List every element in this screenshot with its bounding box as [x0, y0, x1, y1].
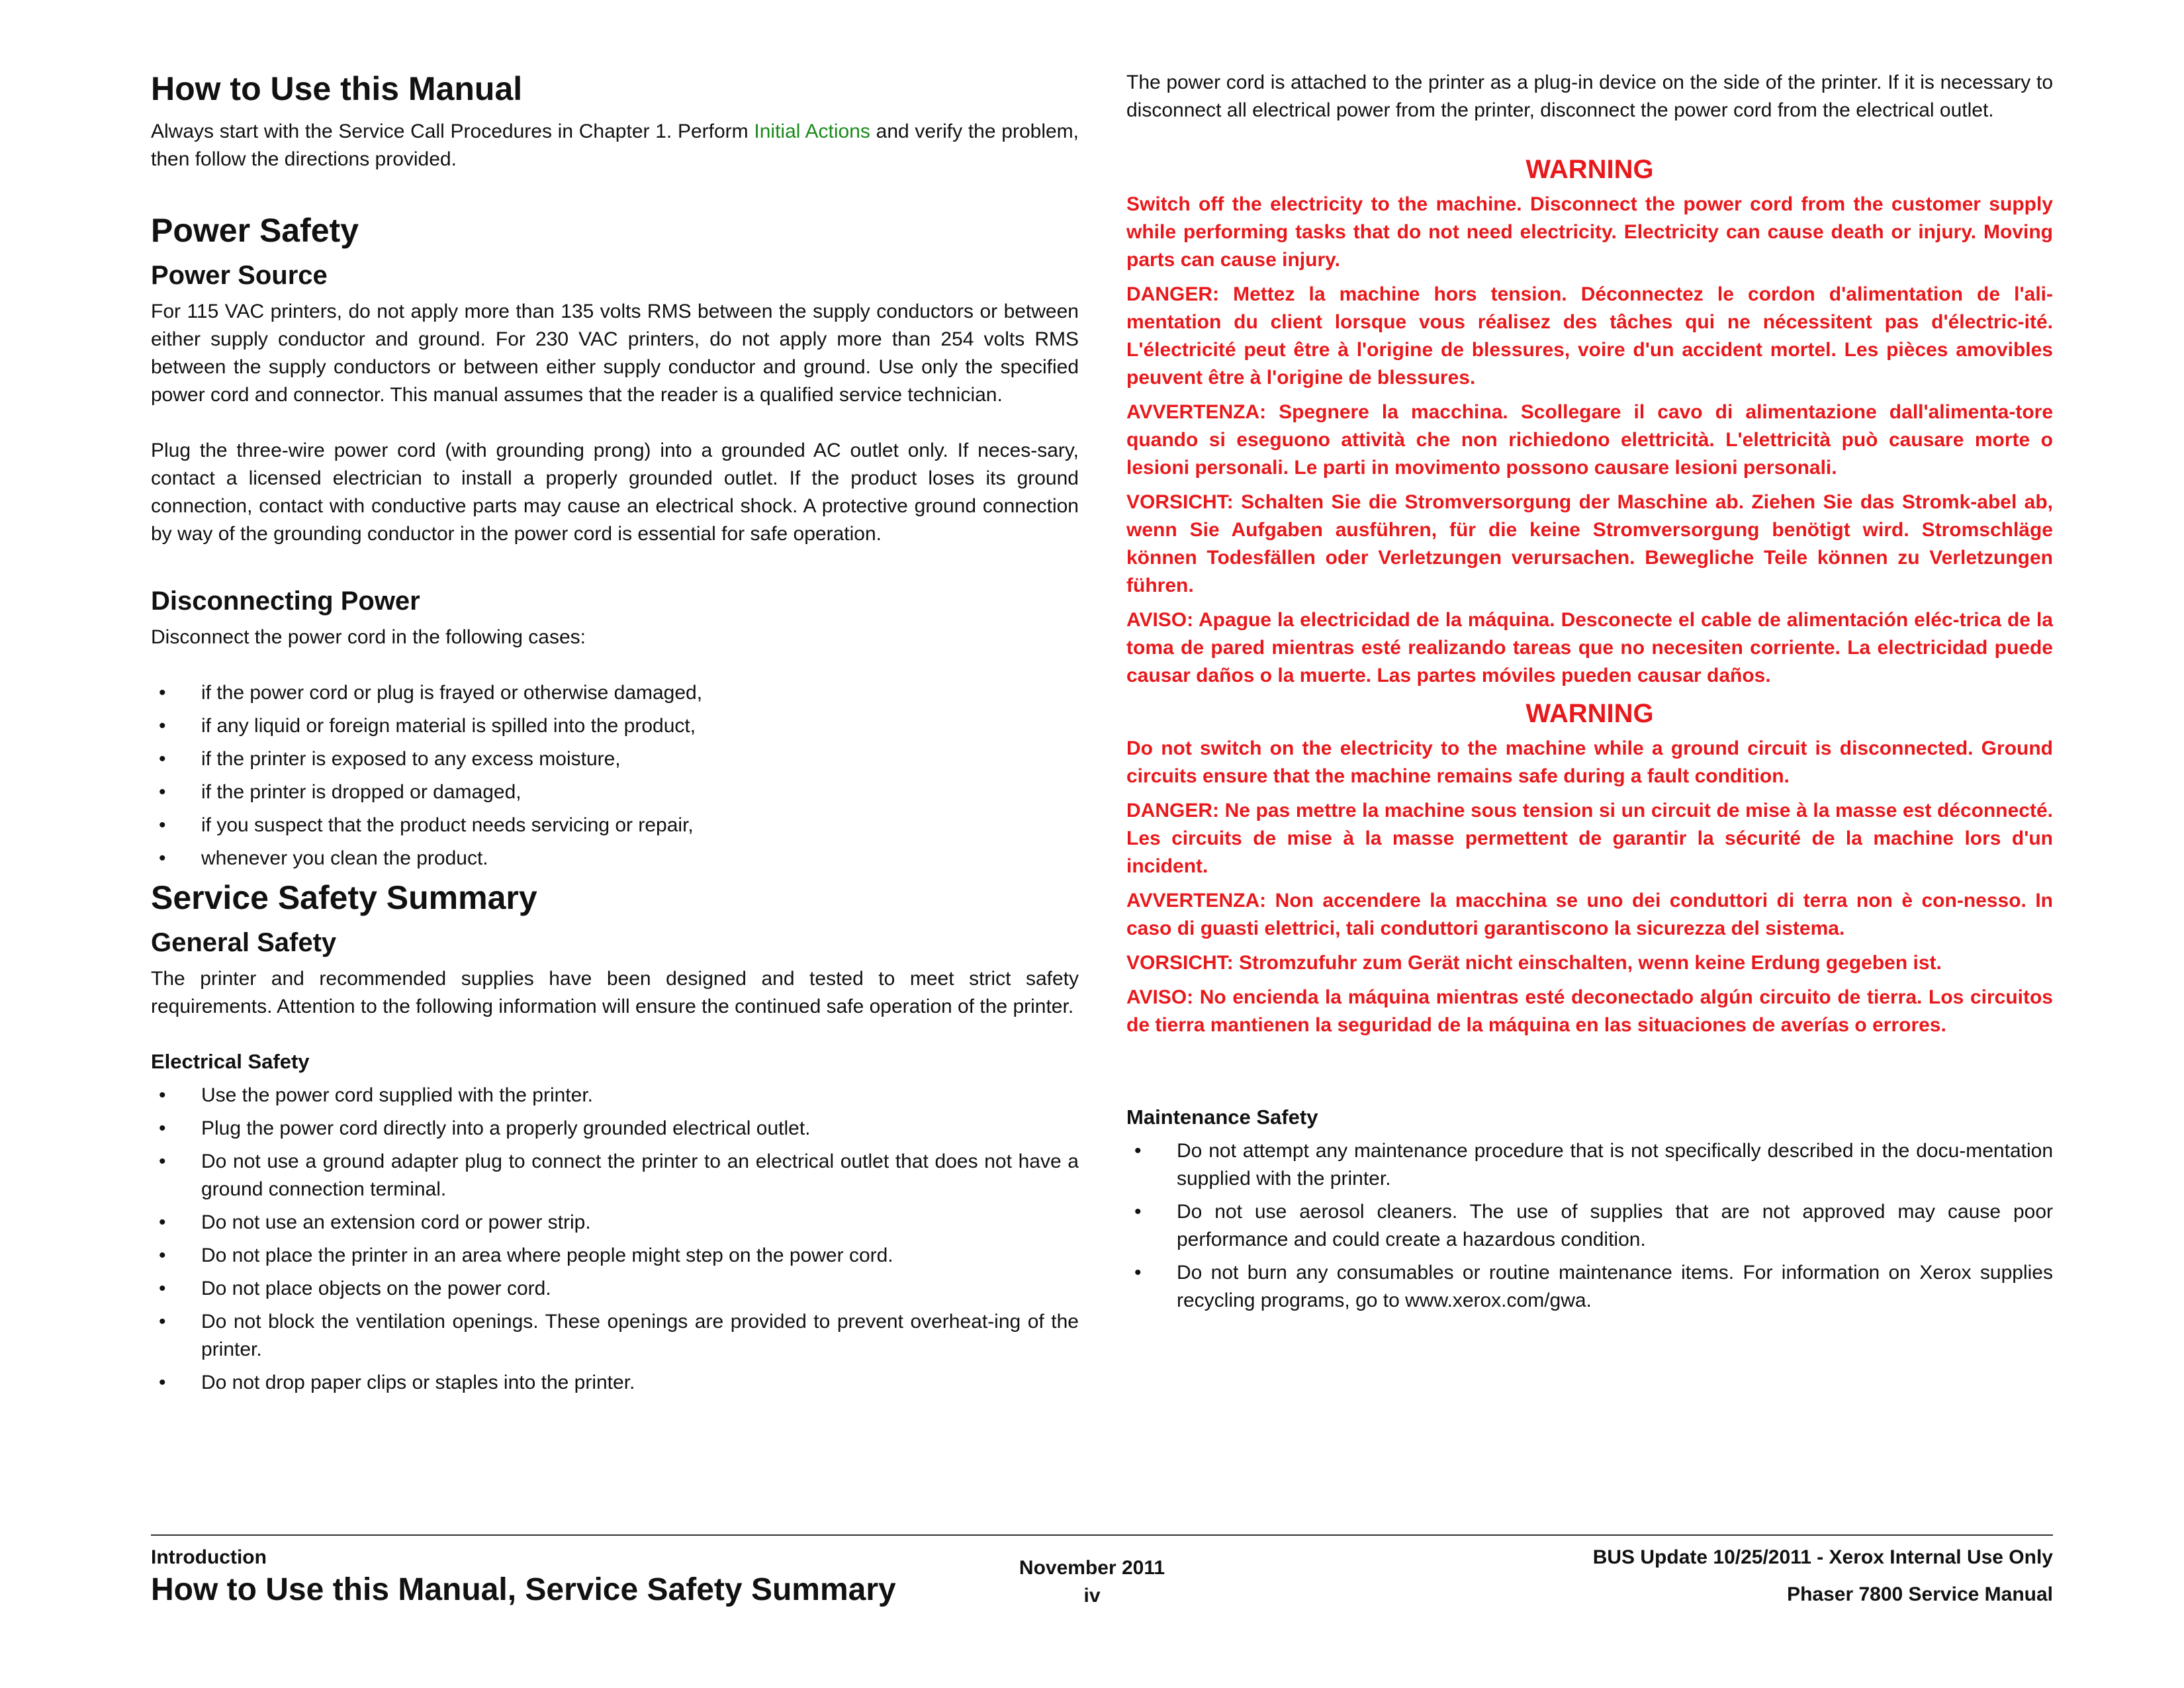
- footer-section: Introduction: [151, 1546, 267, 1568]
- power-safety-heading: Power Safety: [151, 212, 359, 249]
- list-item: • if the power cord or plug is frayed or otherwise damaged,: [159, 682, 703, 704]
- maintenance-safety-list: [1126, 1137, 2053, 1315]
- disconnect-list: [151, 679, 1079, 872]
- warning-2-german: VORSICHT: Stromzufuhr zum Gerät nicht einschalten, wenn keine Erdung gegeben ist.: [1126, 952, 1942, 974]
- electrical-safety-heading: Electrical Safety: [151, 1050, 310, 1073]
- list-item: • Do not block the ventilation openings. These openings are provided to prevent overheat-ing of the printer.: [159, 1311, 1079, 1361]
- right-column: [1126, 69, 2053, 1320]
- list-item: • Do not drop paper clips or staples into the printer.: [159, 1372, 635, 1394]
- list-item: • Do not place objects on the power cord.: [159, 1278, 551, 1300]
- list-item: • Plug the power cord directly into a properly grounded electrical outlet.: [159, 1117, 811, 1140]
- warning-title-2: WARNING: [1525, 699, 1654, 728]
- list-item: • Do not use a ground adapter plug to connect the printer to an electrical outlet that does not have a ground connection terminal.: [159, 1150, 1079, 1201]
- footer-date: November 2011: [1019, 1557, 1165, 1579]
- warning-1-french: DANGER: Mettez la machine hors tension. Déconnectez le cordon d'alimentation de l'ali-mentation du client lorsque vous réalisez des tâches qui ne nécessitent pas d'électric-ité. L'électricité peut être à l'origine de blessures, voire d'un accident mortel. Les pièces amovibles peuvent être à l'origine de blessures.: [1126, 283, 2053, 389]
- list-item: • Do not burn any consumables or routine maintenance items. For information on Xerox supplies recycling programs, go to www.xerox.com/gwa.: [1134, 1262, 2053, 1312]
- general-safety-heading: General Safety: [151, 928, 337, 957]
- disconnecting-intro: Disconnect the power cord in the following cases:: [151, 626, 586, 648]
- list-item: • if you suspect that the product needs servicing or repair,: [159, 814, 694, 836]
- list-item: • if any liquid or foreign material is spilled into the product,: [159, 715, 696, 737]
- power-source-heading: Power Source: [151, 261, 328, 290]
- power-source-paragraph-1: For 115 VAC printers, do not apply more than 135 volts RMS between the supply conductors or between either supply conductor and ground. For 230 VAC printers, do not apply more than 254 volts RMS between the supply conductors or between either supply conductor and ground. Use only the specified power cord and connector. This manual assumes that the reader is a qualified service technician.: [151, 301, 1079, 406]
- service-safety-heading: Service Safety Summary: [151, 879, 537, 916]
- left-column: [151, 69, 1079, 1402]
- footer-divider: [151, 1534, 2053, 1536]
- list-item: • Do not use an extension cord or power strip.: [159, 1211, 591, 1234]
- footer-manual: Phaser 7800 Service Manual: [1787, 1583, 2053, 1605]
- how-to-use-text: Always start with the Service Call Procedures in Chapter 1. Perform Initial Actions and verify the problem, then follow the directions provided.: [151, 120, 1079, 170]
- list-item: • Do not place the printer in an area where people might step on the power cord.: [159, 1244, 893, 1267]
- power-source-paragraph-2: Plug the three-wire power cord (with grounding prong) into a grounded AC outlet only. If neces-sary, contact a licensed electrician to install a properly grounded outlet. If the product loses its ground connection, contact with conductive parts may cause an electrical shock. A protective ground connection by way of the grounding conductor in the power cord is essential for safe operation.: [151, 440, 1079, 545]
- general-safety-text: The printer and recommended supplies have been designed and tested to meet strict safety requirements. Attention to the following information will ensure the continued safe operation of the printer.: [151, 968, 1079, 1017]
- warning-1-english: Switch off the electricity to the machine. Disconnect the power cord from the customer supply while performing tasks that do not need electricity. Electricity can cause death or injury. Moving parts can cause injury.: [1126, 193, 2053, 271]
- how-to-use-heading: How to Use this Manual: [151, 70, 523, 107]
- warning-1-german: VORSICHT: Schalten Sie die Stromversorgung der Maschine ab. Ziehen Sie das Stromk-abel ab, wenn Sie Aufgaben ausführen, für die keine Stromversorgung benötigt wird. Stromschläge können Todesfällen oder Verletzungen verursachen. Bewegliche Teile können zu Verletzungen führen.: [1126, 491, 2053, 596]
- footer-update: BUS Update 10/25/2011 - Xerox Internal Use Only: [1592, 1546, 2053, 1568]
- list-item: • Do not attempt any maintenance procedure that is not specifically described in the docu-mentation supplied with the printer.: [1134, 1140, 2053, 1190]
- initial-actions-link[interactable]: Initial Actions: [754, 120, 870, 142]
- list-item: • Use the power cord supplied with the printer.: [159, 1084, 593, 1107]
- warning-2-english: Do not switch on the electricity to the machine while a ground circuit is disconnected. Ground circuits ensure that the machine remains safe during a fault condition.: [1126, 737, 2053, 787]
- maintenance-safety-heading: Maintenance Safety: [1126, 1105, 1318, 1129]
- footer-title: How to Use this Manual, Service Safety Summary: [151, 1572, 896, 1607]
- list-item: • Do not use aerosol cleaners. The use of supplies that are not approved may cause poor performance and could create a hazardous condition.: [1134, 1201, 2053, 1251]
- list-item: • if the printer is exposed to any excess moisture,: [159, 748, 621, 770]
- list-item: • whenever you clean the product.: [159, 847, 488, 869]
- warning-2-french: DANGER: Ne pas mettre la machine sous tension si un circuit de mise à la masse est déconnecté. Les circuits de mise à la masse permettent de garantir la sécurité de la machine lors d'un incident.: [1126, 800, 2053, 877]
- disconnecting-power-heading: Disconnecting Power: [151, 586, 420, 616]
- warning-1-spanish: AVISO: Apague la electricidad de la máquina. Desconecte el cable de alimentación eléc-trica de la toma de pared mientras esté realizando tareas que no necesiten corriente. La electricidad puede causar daños o la muerte. Las partes móviles pueden causar daños.: [1126, 609, 2053, 686]
- warning-2-italian: AVVERTENZA: Non accendere la macchina se uno dei conduttori di terra non è con-nesso. In caso di guasti elettrici, tali conduttori garantiscono la sicurezza del sistema.: [1126, 890, 2053, 939]
- warning-title-1: WARNING: [1525, 155, 1654, 184]
- electrical-safety-list: [151, 1082, 1079, 1397]
- warning-2-spanish: AVISO: No encienda la máquina mientras esté deconectado algún circuito de tierra. Los circuitos de tierra mantienen la seguridad de la máquina en las situaciones de averías o errores.: [1126, 986, 2053, 1036]
- footer-page-number: iv: [1083, 1585, 1101, 1607]
- power-cord-intro: The power cord is attached to the printer as a plug-in device on the side of the printer. If it is necessary to disconnect all electrical power from the printer, disconnect the power cord from the electrical outlet.: [1126, 71, 2053, 121]
- warning-1-italian: AVVERTENZA: Spegnere la macchina. Scollegare il cavo di alimentazione dall'alimenta-tore quando si eseguono attività che non richiedono elettricità. L'elettricità può causare morte o lesioni personali. Le parti in movimento possono causare lesioni personali.: [1126, 401, 2053, 479]
- list-item: • if the printer is dropped or damaged,: [159, 781, 522, 803]
